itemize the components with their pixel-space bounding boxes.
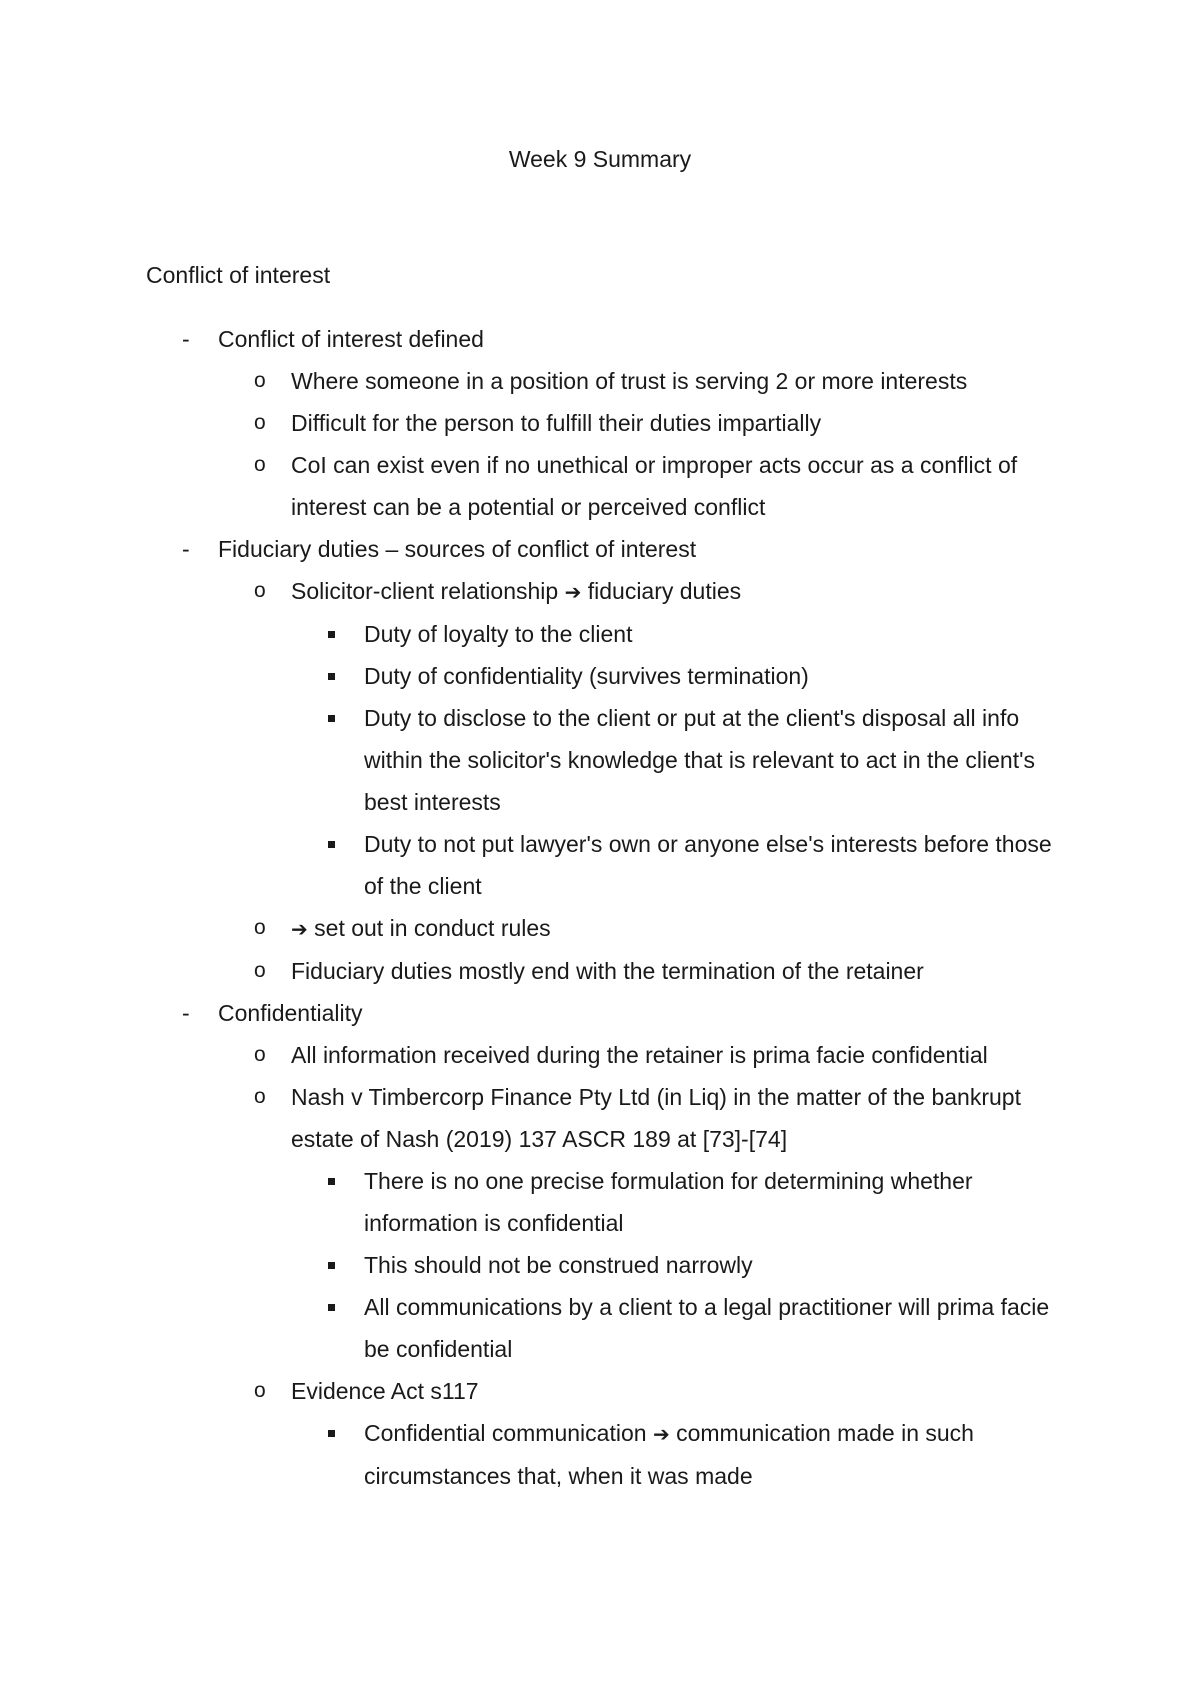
arrow-icon: ➔ <box>291 917 308 941</box>
item-text: There is no one precise formulation for determining whether information is confidential <box>364 1168 973 1236</box>
square-bullet-icon <box>328 1412 335 1454</box>
item-text: Duty to not put lawyer's own or anyone else's interests before those of the client <box>364 831 1052 899</box>
circle-bullet: o <box>254 411 266 434</box>
item-text-before-arrow: Confidential communication <box>364 1420 647 1446</box>
item-text: Nash v Timbercorp Finance Pty Ltd (in Liq) in the matter of the bankrupt estate of Nash (2019) 137 ASCR 189 at [73]-[74] <box>291 1084 1021 1152</box>
square-bullet-icon <box>328 1244 335 1286</box>
square-bullet-icon <box>328 1286 335 1328</box>
list-item <box>0 613 1200 655</box>
list-item <box>0 402 1200 444</box>
list-item <box>0 528 1200 570</box>
circle-bullet: o <box>254 453 266 476</box>
item-text: Evidence Act s117 <box>291 1378 479 1404</box>
circle-bullet: o <box>254 1043 266 1066</box>
list-item <box>0 318 1200 360</box>
dash-bullet: - <box>182 536 190 562</box>
list-item <box>0 823 1200 907</box>
list-item <box>0 655 1200 697</box>
square-bullet-icon <box>328 655 335 697</box>
arrow-icon: ➔ <box>564 580 582 604</box>
list-item <box>0 444 1200 528</box>
square-bullet-icon <box>328 1160 335 1202</box>
document-title: Week 9 Summary <box>508 146 692 172</box>
circle-bullet: o <box>254 579 266 602</box>
item-text-before-arrow: Solicitor-client relationship <box>291 578 559 604</box>
item-text: This should not be construed narrowly <box>364 1252 753 1278</box>
square-bullet-icon <box>328 613 335 655</box>
circle-bullet: o <box>254 916 266 939</box>
list-item <box>0 992 1200 1034</box>
item-text-after-arrow: set out in conduct rules <box>314 915 551 941</box>
item-text-after-arrow: communication made in such circumstances that, when it was made <box>364 1420 974 1489</box>
list-item <box>0 1286 1200 1370</box>
item-text: All information received during the retainer is prima facie confidential <box>291 1042 988 1068</box>
circle-bullet: o <box>254 1085 266 1108</box>
item-text: Fiduciary duties mostly end with the termination of the retainer <box>291 958 924 984</box>
list-item <box>0 1076 1200 1160</box>
list-item <box>0 360 1200 402</box>
list-item <box>0 950 1200 992</box>
circle-bullet: o <box>254 369 266 392</box>
item-text: Duty of confidentiality (survives termination) <box>364 663 809 689</box>
item-text: Duty to disclose to the client or put at the client's disposal all info within the solicitor's knowledge that is relevant to act in the client's best interests <box>364 705 1036 815</box>
item-text: Where someone in a position of trust is serving 2 or more interests <box>291 368 968 394</box>
item-text: Duty of loyalty to the client <box>364 621 633 647</box>
arrow-icon: ➔ <box>652 1422 670 1446</box>
section-heading: Conflict of interest <box>146 262 331 288</box>
list-item <box>0 1370 1200 1412</box>
square-bullet-icon <box>328 823 335 865</box>
item-text: CoI can exist even if no unethical or improper acts occur as a conflict of interest can be a potential or perceived conflict <box>291 452 1018 520</box>
list-item <box>0 697 1200 823</box>
circle-bullet: o <box>254 1379 266 1402</box>
item-text: Difficult for the person to fulfill their duties impartially <box>291 410 822 436</box>
item-text: Confidentiality <box>218 1000 363 1026</box>
outline-list <box>0 318 1200 1497</box>
list-item <box>0 1160 1200 1244</box>
list-item <box>0 1034 1200 1076</box>
item-text: Fiduciary duties – sources of conflict of interest <box>218 536 697 562</box>
list-item <box>0 907 1200 950</box>
dash-bullet: - <box>182 326 190 352</box>
list-item <box>0 1412 1200 1497</box>
square-bullet-icon <box>328 697 335 739</box>
item-text-after-arrow: fiduciary duties <box>587 578 742 604</box>
item-text: Conflict of interest defined <box>218 326 484 352</box>
circle-bullet: o <box>254 959 266 982</box>
list-item <box>0 570 1200 613</box>
item-text: All communications by a client to a legal practitioner will prima facie be confidential <box>364 1294 1050 1362</box>
list-item <box>0 1244 1200 1286</box>
dash-bullet: - <box>182 1000 190 1026</box>
